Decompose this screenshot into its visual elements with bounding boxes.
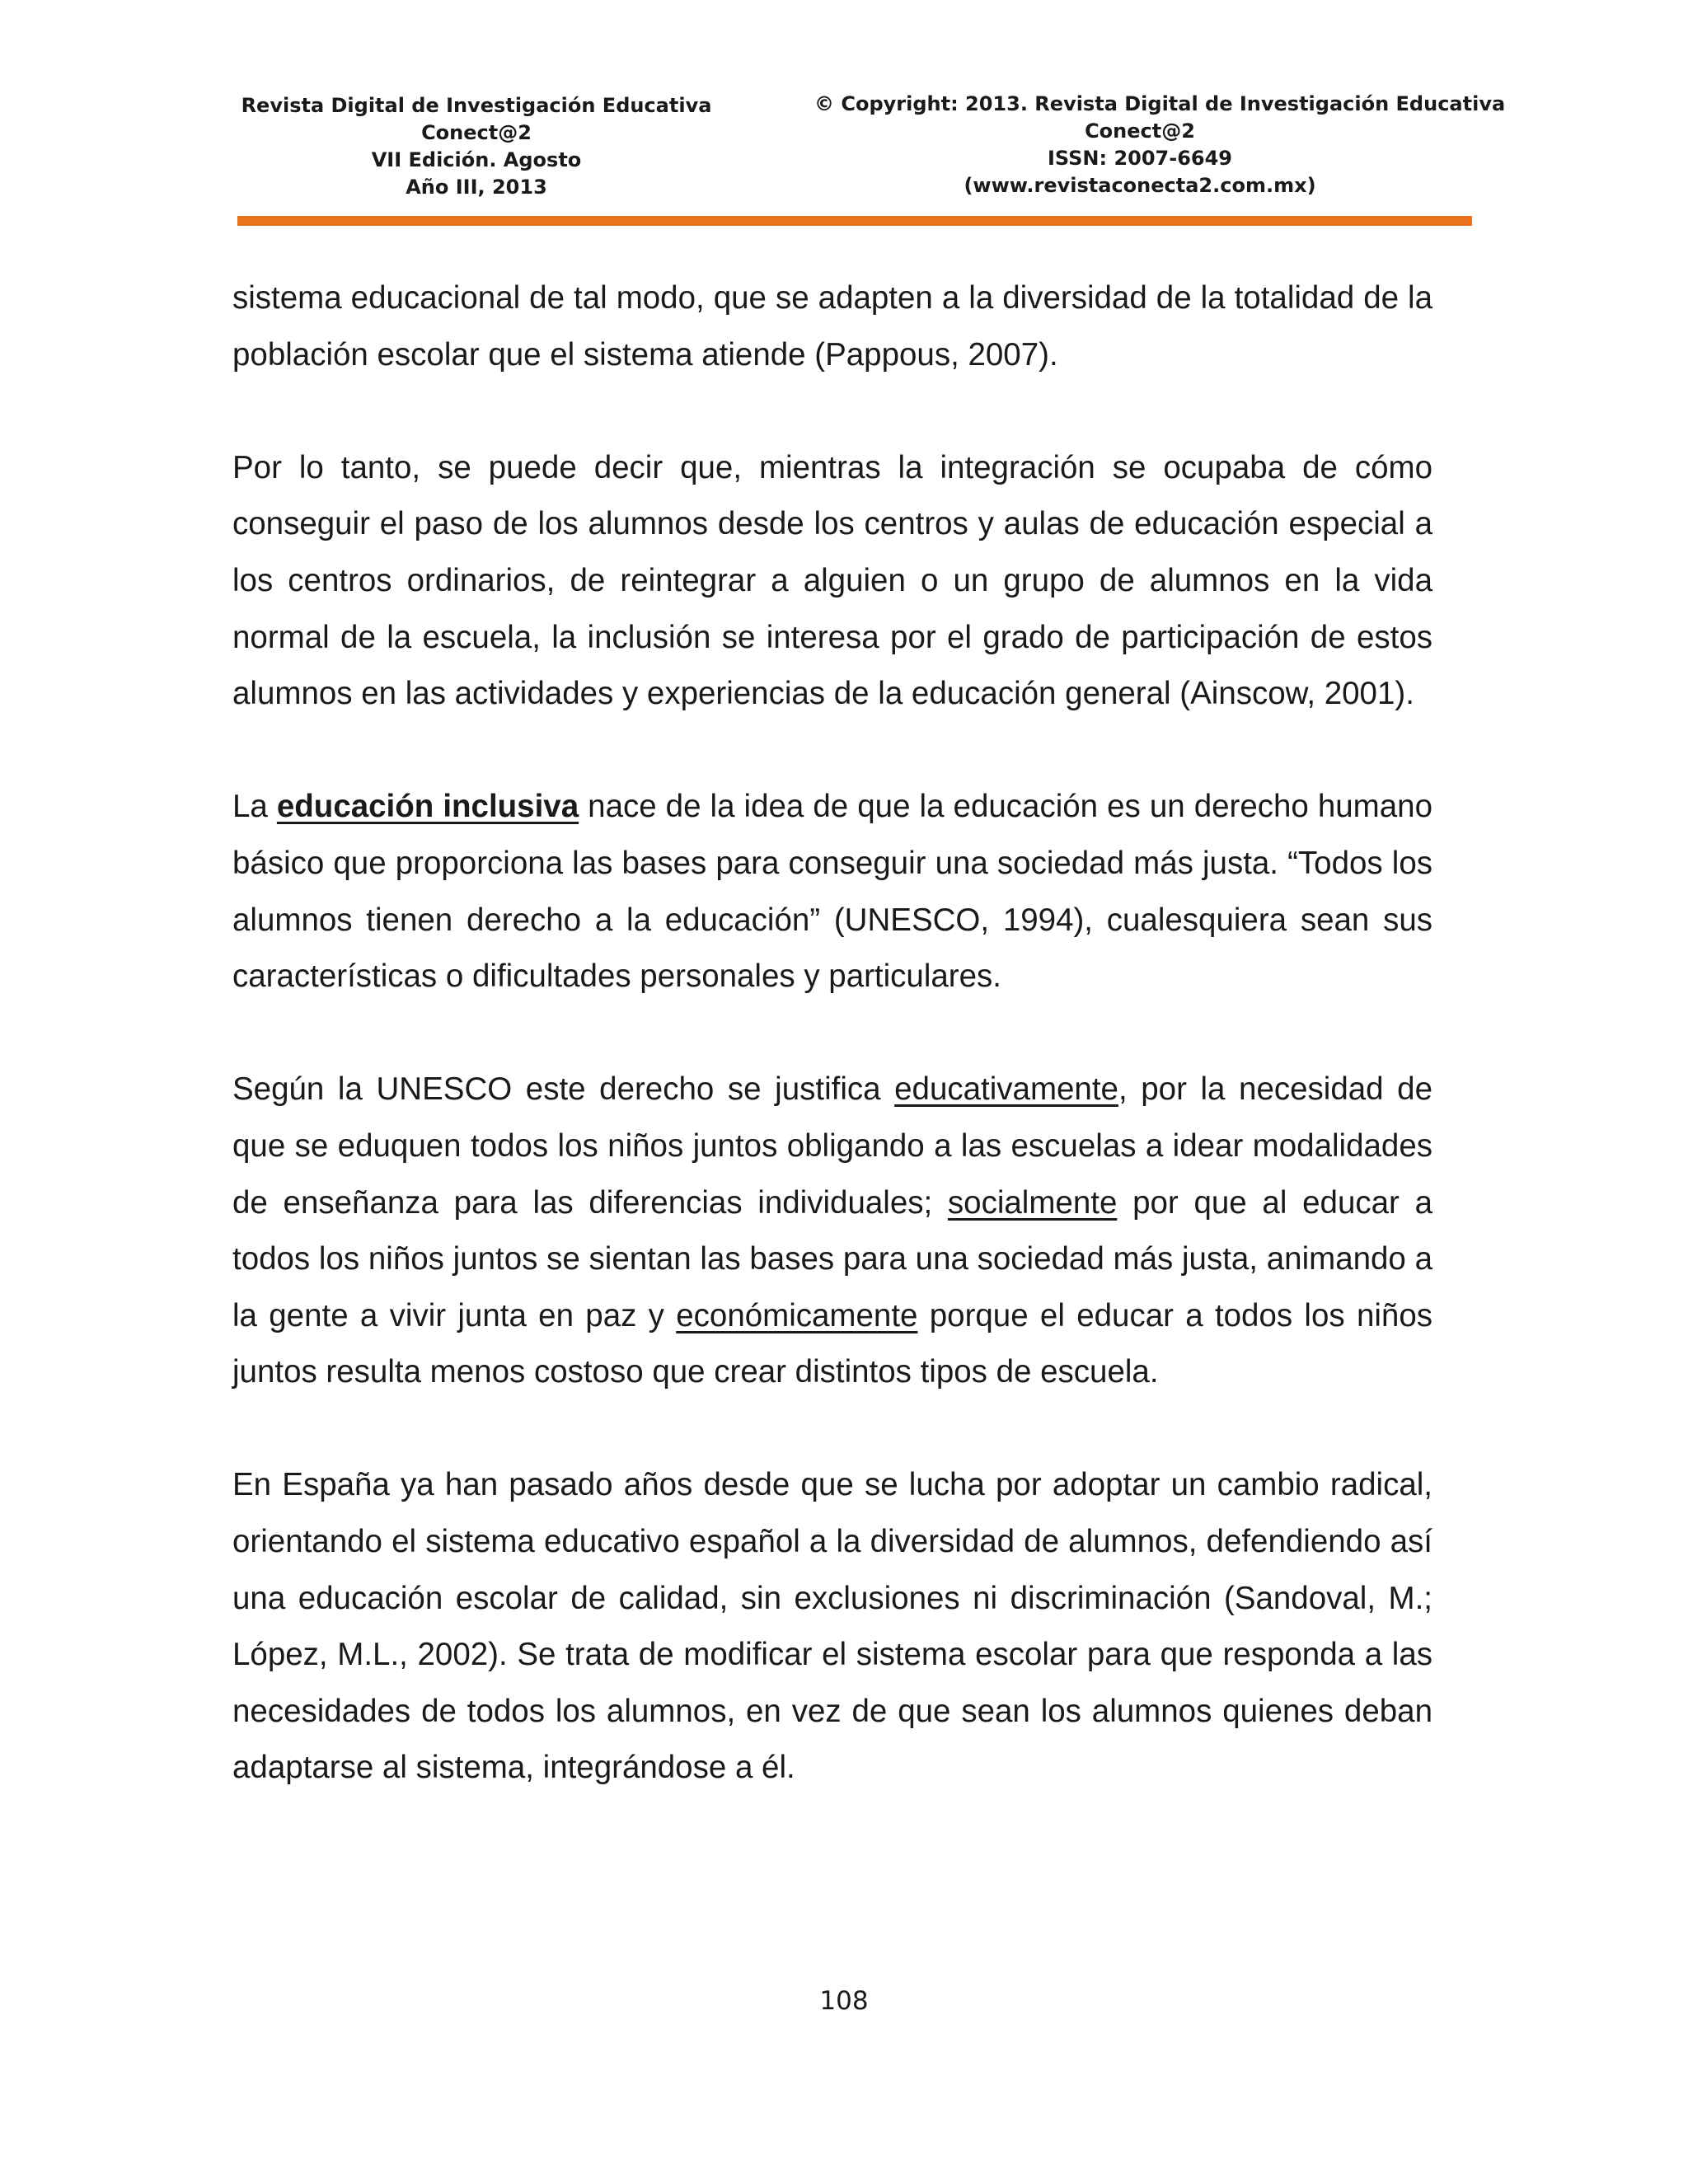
paragraph-4-part-4: porque el educar a todos los niños juntos resulta menos costoso que crear distintos tipos de escuela. <box>232 1297 1432 1390</box>
paragraph-5: En España ya han pasado años desde que se lucha por adoptar un cambio radical, orientando el sistema educativo español a la diversidad de alumnos, defendiendo así una educación escolar de calidad, sin exclusiones ni discriminación (Sandoval, M.; López, M.L., 2002). Se trata de modificar el sistema escolar para que responda a las necesidades de todos los alumnos, en vez de que sean los alumnos quienes deban adaptarse al sistema, integrándose a él. <box>232 1467 1432 1786</box>
term-economicamente: económicamente <box>676 1297 918 1333</box>
copyright-info <box>814 91 1506 199</box>
page-number: 108 <box>819 1986 869 2016</box>
paragraph-4-part-3: por que al educar a todos los niños juntos se sientan las bases para una sociedad más justa, animando a la gente a vivir junta en paz y <box>232 1184 1432 1333</box>
paragraph-2: Por lo tanto, se puede decir que, mientras la integración se ocupaba de cómo conseguir el paso de los alumnos desde los centros y aulas de educación especial a los centros ordinarios, de reintegrar a alguien o un grupo de alumnos en la vida normal de la escuela, la inclusión se interesa por el grado de participación de estos alumnos en las actividades y experiencias de la educación general (Ainscow, 2001). <box>232 449 1432 712</box>
journal-info <box>237 92 715 201</box>
running-header <box>237 92 1506 224</box>
edition-info: VII Edición. Agosto <box>371 148 582 171</box>
article-body <box>232 270 1432 1854</box>
year-info: Año III, 2013 <box>406 176 547 199</box>
header-divider <box>237 216 1472 226</box>
paragraph-3 <box>232 779 1432 1005</box>
copyright-journal-name: Conect@2 <box>1085 120 1195 143</box>
term-educacion-inclusiva: educación inclusiva <box>276 789 579 825</box>
paragraph-4-part-2: , por la necesidad de que se eduquen todos los niños juntos obligando a las escuelas a idear modalidades de enseñanza para las diferencias individuales; <box>232 1071 1432 1221</box>
term-socialmente: socialmente <box>947 1184 1118 1221</box>
paragraph-4-part-1: Según la UNESCO este derecho se justifica <box>232 1071 895 1108</box>
paragraph-1: sistema educacional de tal modo, que se adapten a la diversidad de la totalidad de la población escolar que el sistema atiende (Pappous, 2007). <box>232 280 1432 373</box>
term-educativamente: educativamente <box>894 1071 1118 1108</box>
journal-name: Conect@2 <box>421 121 532 144</box>
paragraph-3-lead: La <box>232 789 277 825</box>
journal-title: Revista Digital de Investigación Educativa <box>241 94 712 117</box>
paragraph-3-rest: nace de la idea de que la educación es un derecho humano básico que proporciona las bases para conseguir una sociedad más justa. “Todos los alumnos tienen derecho a la educación” (UNESCO, 1994), cualesquiera sean sus características o dificultades personales y particulares. <box>232 789 1432 995</box>
paragraph-4 <box>232 1062 1432 1401</box>
website: (www.revistaconecta2.com.mx) <box>964 174 1316 197</box>
issn: ISSN: 2007-6649 <box>1047 147 1232 170</box>
copyright-line: © Copyright: 2013. Revista Digital de Investigación Educativa <box>814 92 1506 115</box>
